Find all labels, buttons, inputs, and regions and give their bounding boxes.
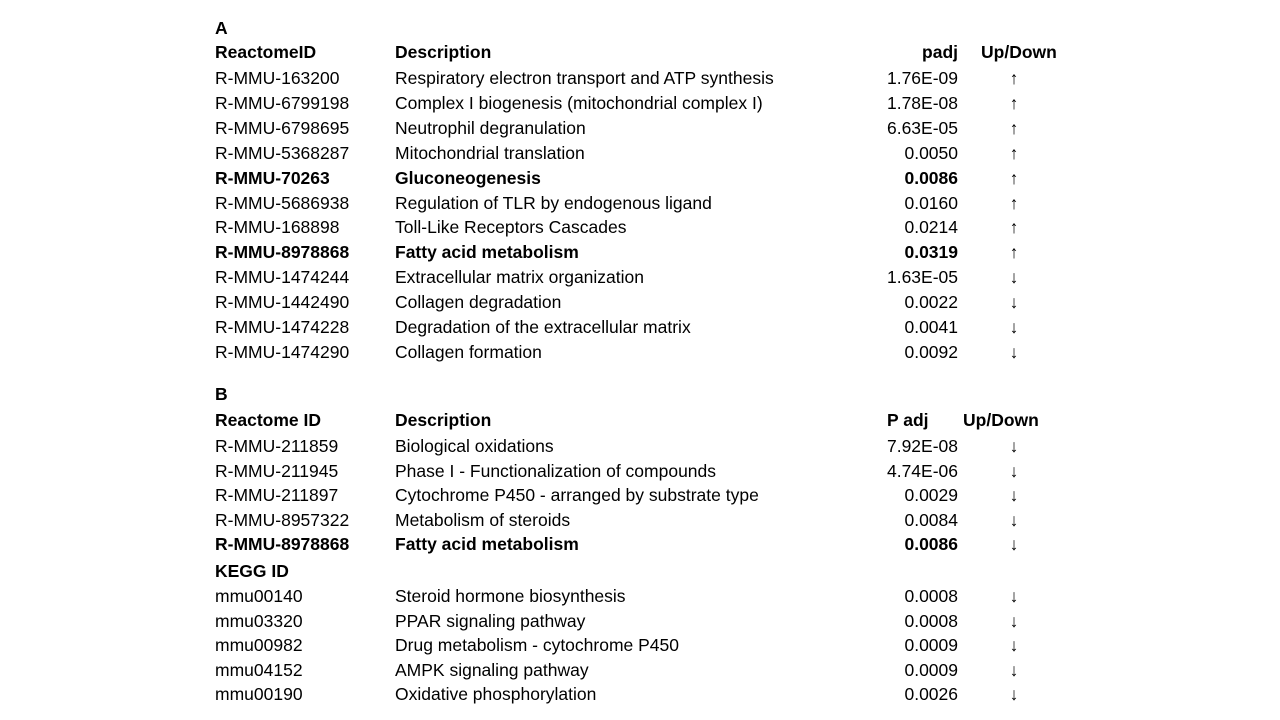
- table-row: [0, 191, 1280, 215]
- direction-arrow: ↑: [1009, 192, 1019, 213]
- pathway-id: mmu00190: [215, 684, 303, 704]
- pathway-description: Fatty acid metabolism: [395, 534, 579, 554]
- table-row: [0, 434, 1280, 458]
- header-reactome-id: ReactomeID: [215, 42, 317, 62]
- pathway-description: Fatty acid metabolism: [395, 242, 579, 263]
- pathway-description: Collagen degradation: [395, 292, 562, 313]
- table-row: [0, 483, 1280, 507]
- padj-value: 0.0319: [904, 242, 958, 263]
- header-description: Description: [395, 42, 492, 62]
- pathway-description: PPAR signaling pathway: [395, 610, 586, 631]
- direction-arrow: ↓: [1009, 586, 1019, 606]
- pathway-id: R-MMU-5368287: [215, 142, 350, 163]
- direction-arrow: ↓: [1009, 509, 1019, 530]
- padj-value: 0.0050: [904, 142, 958, 163]
- section-b-header-row: [0, 408, 1280, 432]
- pathway-description: Steroid hormone biosynthesis: [395, 586, 626, 606]
- header-description: Description: [395, 410, 492, 430]
- padj-value: 4.74E-06: [886, 460, 958, 481]
- table-row: [0, 166, 1280, 190]
- pathway-id: mmu00140: [215, 586, 303, 606]
- pathway-id: R-MMU-6799198: [215, 92, 350, 113]
- table-row: [0, 633, 1280, 657]
- header-padj: padj: [922, 42, 958, 62]
- pathway-description: Respiratory electron transport and ATP synthesis: [395, 68, 774, 88]
- direction-arrow: ↑: [1009, 142, 1019, 163]
- direction-arrow: ↓: [1009, 460, 1019, 481]
- table-row: [0, 609, 1280, 633]
- pathway-id: R-MMU-70263: [215, 167, 330, 188]
- direction-arrow: ↑: [1009, 167, 1019, 188]
- pathway-id: R-MMU-1474228: [215, 317, 350, 337]
- table-row: [0, 265, 1280, 289]
- direction-arrow: ↓: [1009, 659, 1019, 680]
- padj-value: 0.0022: [904, 292, 958, 313]
- pathway-description: Phase I - Functionalization of compounds: [395, 460, 717, 481]
- direction-arrow: ↑: [1009, 92, 1019, 113]
- pathway-id: R-MMU-1442490: [215, 292, 350, 313]
- direction-arrow: ↑: [1009, 68, 1019, 88]
- direction-arrow: ↑: [1009, 242, 1019, 263]
- pathway-description: Oxidative phosphorylation: [395, 684, 597, 704]
- pathway-description: Metabolism of steroids: [395, 509, 571, 530]
- pathway-description: Mitochondrial translation: [395, 142, 585, 163]
- direction-arrow: ↑: [1009, 217, 1019, 238]
- pathway-id: R-MMU-211859: [215, 436, 339, 456]
- table-row: [0, 215, 1280, 239]
- pathway-id: mmu04152: [215, 659, 303, 680]
- direction-arrow: ↑: [1009, 117, 1019, 138]
- table-row: [0, 91, 1280, 115]
- header-reactome-id: Reactome ID: [215, 410, 322, 430]
- pathway-id: R-MMU-8978868: [215, 534, 350, 554]
- section-a-header-row: [0, 40, 1280, 64]
- table-row: [0, 508, 1280, 532]
- pathway-description: Biological oxidations: [395, 436, 554, 456]
- pathway-description: AMPK signaling pathway: [395, 659, 589, 680]
- pathway-id: R-MMU-211897: [215, 485, 339, 505]
- table-row: [0, 116, 1280, 140]
- padj-value: 0.0008: [904, 610, 958, 631]
- direction-arrow: ↓: [1009, 341, 1019, 362]
- padj-value: 0.0084: [904, 509, 958, 530]
- padj-value: 0.0092: [904, 341, 958, 362]
- pathway-description: Extracellular matrix organization: [395, 267, 644, 288]
- pathway-description: Gluconeogenesis: [395, 167, 541, 188]
- pathway-description: Collagen formation: [395, 341, 542, 362]
- direction-arrow: ↓: [1009, 317, 1019, 337]
- table-row: [0, 584, 1280, 608]
- pathway-id: R-MMU-5686938: [215, 192, 350, 213]
- padj-value: 0.0041: [904, 317, 958, 337]
- section-a-label: A: [215, 18, 228, 38]
- pathway-description: Toll-Like Receptors Cascades: [395, 217, 627, 238]
- pathway-description: Regulation of TLR by endogenous ligand: [395, 192, 712, 213]
- padj-value: 6.63E-05: [886, 117, 958, 138]
- padj-value: 0.0009: [904, 659, 958, 680]
- pathway-id: R-MMU-1474244: [215, 267, 350, 288]
- padj-value: 0.0160: [904, 192, 958, 213]
- pathway-description: Cytochrome P450 - arranged by substrate type: [395, 485, 759, 505]
- padj-value: 1.76E-09: [886, 68, 958, 88]
- header-up-down: Up/Down: [963, 410, 1039, 430]
- table-row: [0, 658, 1280, 682]
- table-row: [0, 240, 1280, 264]
- direction-arrow: ↓: [1009, 610, 1019, 631]
- direction-arrow: ↓: [1009, 292, 1019, 313]
- padj-value: 0.0029: [904, 485, 958, 505]
- padj-value: 0.0086: [904, 534, 958, 554]
- padj-value: 1.63E-05: [886, 267, 958, 288]
- table-row: [0, 340, 1280, 364]
- pathway-id: mmu00982: [215, 635, 303, 655]
- padj-value: 0.0086: [904, 167, 958, 188]
- padj-value: 0.0214: [904, 217, 958, 238]
- pathway-id: R-MMU-6798695: [215, 117, 350, 138]
- pathway-id: mmu03320: [215, 610, 303, 631]
- pathway-id: R-MMU-8978868: [215, 242, 350, 263]
- header-up-down: Up/Down: [981, 42, 1057, 62]
- direction-arrow: ↓: [1009, 267, 1019, 288]
- direction-arrow: ↓: [1009, 534, 1019, 554]
- table-row: [0, 532, 1280, 556]
- direction-arrow: ↓: [1009, 635, 1019, 655]
- pathway-id: R-MMU-1474290: [215, 341, 350, 362]
- table-row: [0, 682, 1280, 706]
- direction-arrow: ↓: [1009, 684, 1019, 704]
- section-b-label: B: [215, 384, 228, 404]
- table-row: [0, 290, 1280, 314]
- kegg-id-header: KEGG ID: [215, 561, 289, 581]
- pathway-description: Complex I biogenesis (mitochondrial complex I): [395, 92, 763, 113]
- padj-value: 0.0008: [904, 586, 958, 606]
- direction-arrow: ↓: [1009, 485, 1019, 505]
- table-row: [0, 315, 1280, 339]
- table-row: [0, 459, 1280, 483]
- padj-value: 1.78E-08: [886, 92, 958, 113]
- pathway-description: Drug metabolism - cytochrome P450: [395, 635, 679, 655]
- padj-value: 0.0026: [904, 684, 958, 704]
- pathway-id: R-MMU-8957322: [215, 509, 350, 530]
- pathway-id: R-MMU-211945: [215, 460, 339, 481]
- pathway-id: R-MMU-163200: [215, 68, 340, 88]
- padj-value: 7.92E-08: [886, 436, 958, 456]
- table-row: [0, 66, 1280, 90]
- direction-arrow: ↓: [1009, 436, 1019, 456]
- pathway-description: Degradation of the extracellular matrix: [395, 317, 691, 337]
- pathway-id: R-MMU-168898: [215, 217, 340, 238]
- pathway-description: Neutrophil degranulation: [395, 117, 586, 138]
- table-row: [0, 141, 1280, 165]
- padj-value: 0.0009: [904, 635, 958, 655]
- header-padj: P adj: [887, 410, 929, 430]
